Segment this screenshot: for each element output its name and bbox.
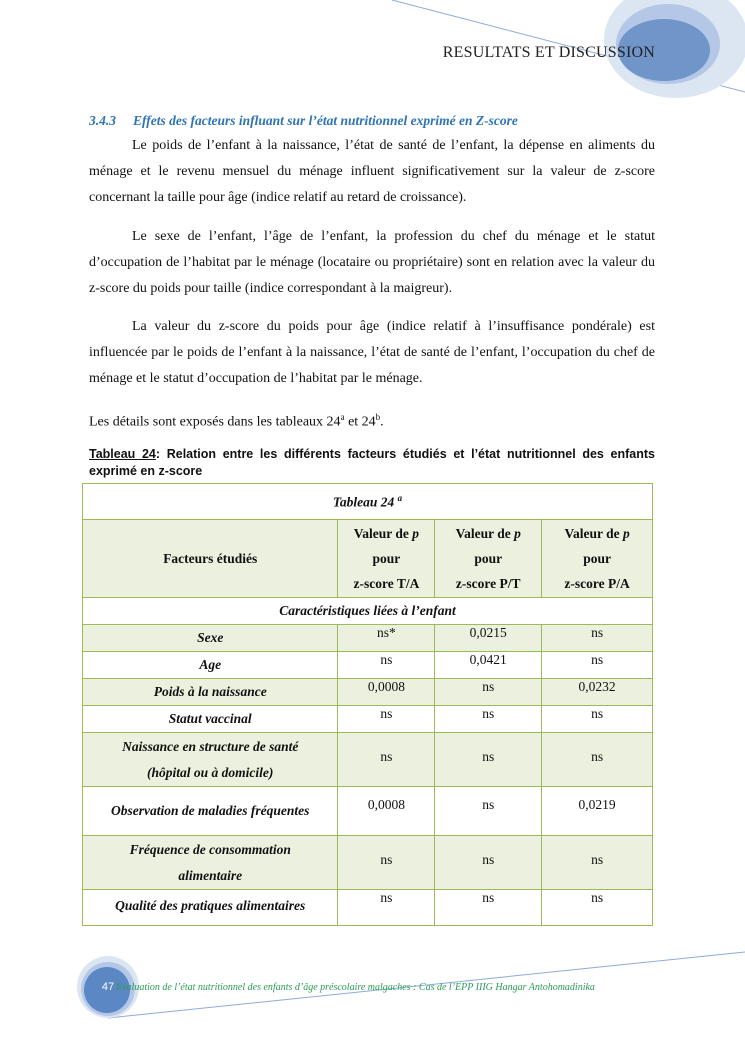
table-caption [89,446,655,480]
table-row [83,625,653,652]
table-title-row [83,484,653,520]
paragraph-3: La valeur du z-score du poids pour âge (indice relatif à l’insuffisance pondérale) est influencée par le poids de l’enfant à la naissance, l’état de santé de l’enfant, l’occupation du chef de ménage et le statut d’occupation de l’habitat par le ménage. [89,319,655,386]
factor-cell: Qualité des pratiques alimentaires [83,890,338,926]
table-row [83,890,653,926]
value-ta: ns [338,706,435,733]
value-pa: ns [542,625,653,652]
header-zscore-ta: Valeur de p pour z-score T/A [338,520,435,598]
page-number: 47 [101,981,115,993]
category-row [83,598,653,625]
value-pt: 0,0215 [435,625,542,652]
value-ta: ns [338,890,435,926]
table-title: Tableau 24 $^a$ [83,484,653,520]
value-ta: 0,0008 [338,679,435,706]
table-row [83,787,653,836]
section-title: Effets des facteurs influant sur l’état nutritionnel exprimé en Z-score [133,113,518,128]
paragraph-1: Le poids de l’enfant à la naissance, l’état de santé de l’enfant, la dépense en aliments du ménage et le revenu mensuel du ménage influent significativement sur la valeur de z-score concernant la taille pour âge (indice relatif au retard de croissance). [89,138,655,205]
category-label: Caractéristiques liées à l’enfant [83,598,653,625]
value-ta: 0,0008 [338,787,435,836]
table-row [83,733,653,787]
value-pa: ns [542,890,653,926]
header-zscore-pt: Valeur de p pour z-score P/T [435,520,542,598]
paragraph-2: Le sexe de l’enfant, l’âge de l’enfant, la profession du chef du ménage et le statut d’occupation de l’habitat par le ménage (locataire ou propriétaire) sont en relation avec la valeur du z-score du poids pour taille (indice correspondant à la maigreur). [89,229,655,296]
factor-cell: Observation de maladies fréquentes [83,787,338,836]
value-ta: ns [338,652,435,679]
value-pa: ns [542,836,653,890]
value-pa: ns [542,652,653,679]
factor-cell: Naissance en structure de santé (hôpital ou à domicile) [83,733,338,787]
value-pt: ns [435,890,542,926]
table-row [83,652,653,679]
value-pt: 0,0421 [435,652,542,679]
factor-cell: Statut vaccinal [83,706,338,733]
header-factors: Facteurs étudiés [83,520,338,598]
section-heading [89,113,518,129]
value-pa: ns [542,733,653,787]
table-row [83,836,653,890]
caption-label: Tableau 24 [89,447,156,461]
value-ta: ns* [338,625,435,652]
value-pa: 0,0219 [542,787,653,836]
value-pt: ns [435,733,542,787]
value-ta: ns [338,733,435,787]
footer-text: Evaluation de l’état nutritionnel des enfants d’âge préscolaire malgaches : Cas de l’EPP IIIG Hangar Antohomadinika [116,982,595,993]
value-pt: ns [435,836,542,890]
header-title: RESULTATS ET DISCUSSION [442,44,655,61]
results-table [82,483,653,926]
value-pt: ns [435,787,542,836]
caption-text: : Relation entre les différents facteurs étudiés et l’état nutritionnel des enfants exprimé en z-score [89,447,656,478]
factor-cell: Poids à la naissance [83,679,338,706]
value-pt: ns [435,706,542,733]
table-header-row [83,520,653,598]
value-pa: ns [542,706,653,733]
table-row [83,679,653,706]
table-row [83,706,653,733]
value-pt: ns [435,679,542,706]
factor-cell: Fréquence de consommation alimentaire [83,836,338,890]
value-pa: 0,0232 [542,679,653,706]
factor-cell: Sexe [83,625,338,652]
value-ta: ns [338,836,435,890]
header-zscore-pa: Valeur de p pour z-score P/A [542,520,653,598]
paragraph-details: Les détails sont exposés dans les tableaux 24$^a$ et 24$^b$. [89,412,384,430]
section-number: 3.4.3 [89,113,116,128]
factor-cell: Age [83,652,338,679]
